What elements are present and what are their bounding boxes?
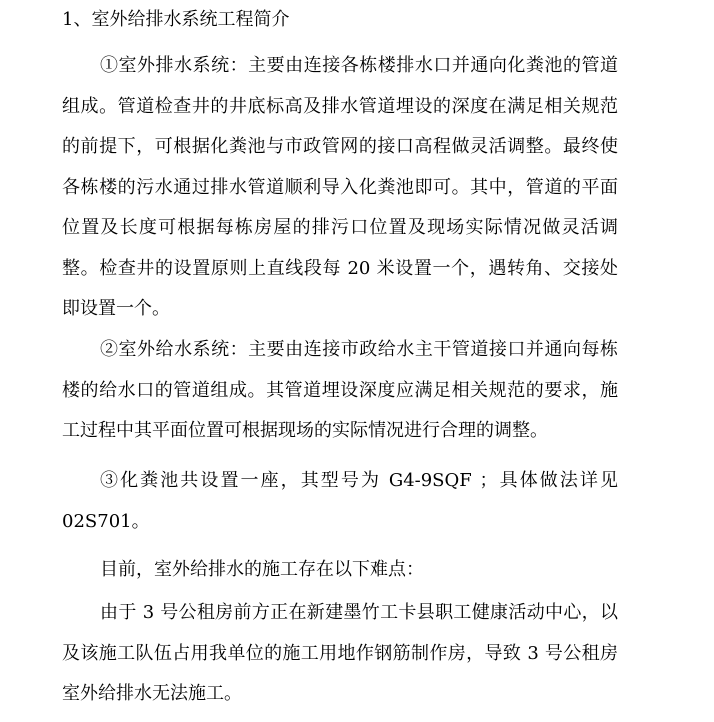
paragraph-septic-tank	[62, 461, 618, 542]
paragraph-line: 02S701。	[62, 510, 150, 532]
paragraph-difficulties-intro	[62, 550, 618, 591]
paragraph-line: 及该施工队伍占用我单位的施工用地作钢筋制作房，导致 3 号公租房	[62, 642, 618, 664]
paragraph-difficulty-detail	[62, 593, 618, 715]
paragraph-line: 组成。管道检查井的井底标高及排水管道埋设的深度在满足相关规范	[62, 95, 618, 117]
paragraph-line: 整。检查井的设置原则上直线段每 20 米设置一个，遇转角、交接处	[62, 257, 618, 279]
paragraph-line: 工过程中其平面位置可根据现场的实际情况进行合理的调整。	[62, 420, 548, 441]
paragraph-line: ①室外排水系统：主要由连接各栋楼排水口并通向化粪池的管道	[100, 55, 618, 76]
paragraph-line: 由于 3 号公租房前方正在新建墨竹工卡县职工健康活动中心，以	[100, 602, 618, 623]
paragraph-line: 目前，室外给排水的施工存在以下难点：	[100, 559, 424, 580]
paragraph-drainage-system	[62, 46, 618, 330]
paragraph-line: ③化粪池共设置一座，其型号为 G4-9SQF ；具体做法详见	[100, 470, 618, 491]
paragraph-line: 楼的给水口的管道组成。其管道埋设深度应满足相关规范的要求，施	[62, 379, 618, 401]
paragraph-line: ②室外给水系统：主要由连接市政给水主干管道接口并通向每栋	[100, 339, 618, 360]
paragraph-line: 的前提下，可根据化粪池与市政管网的接口高程做灵活调整。最终使	[62, 136, 618, 157]
paragraph-water-supply-system	[62, 330, 618, 452]
paragraph-line: 各栋楼的污水通过排水管道顺利导入化粪池即可。其中，管道的平面	[62, 176, 618, 198]
paragraph-line: 位置及长度可根据每栋房屋的排污口位置及现场实际情况做灵活调	[62, 217, 618, 238]
paragraph-line: 室外给排水无法施工。	[62, 683, 242, 704]
paragraph-line: 即设置一个。	[62, 298, 170, 319]
section-heading: 1、室外给排水系统工程简介	[62, 9, 290, 30]
